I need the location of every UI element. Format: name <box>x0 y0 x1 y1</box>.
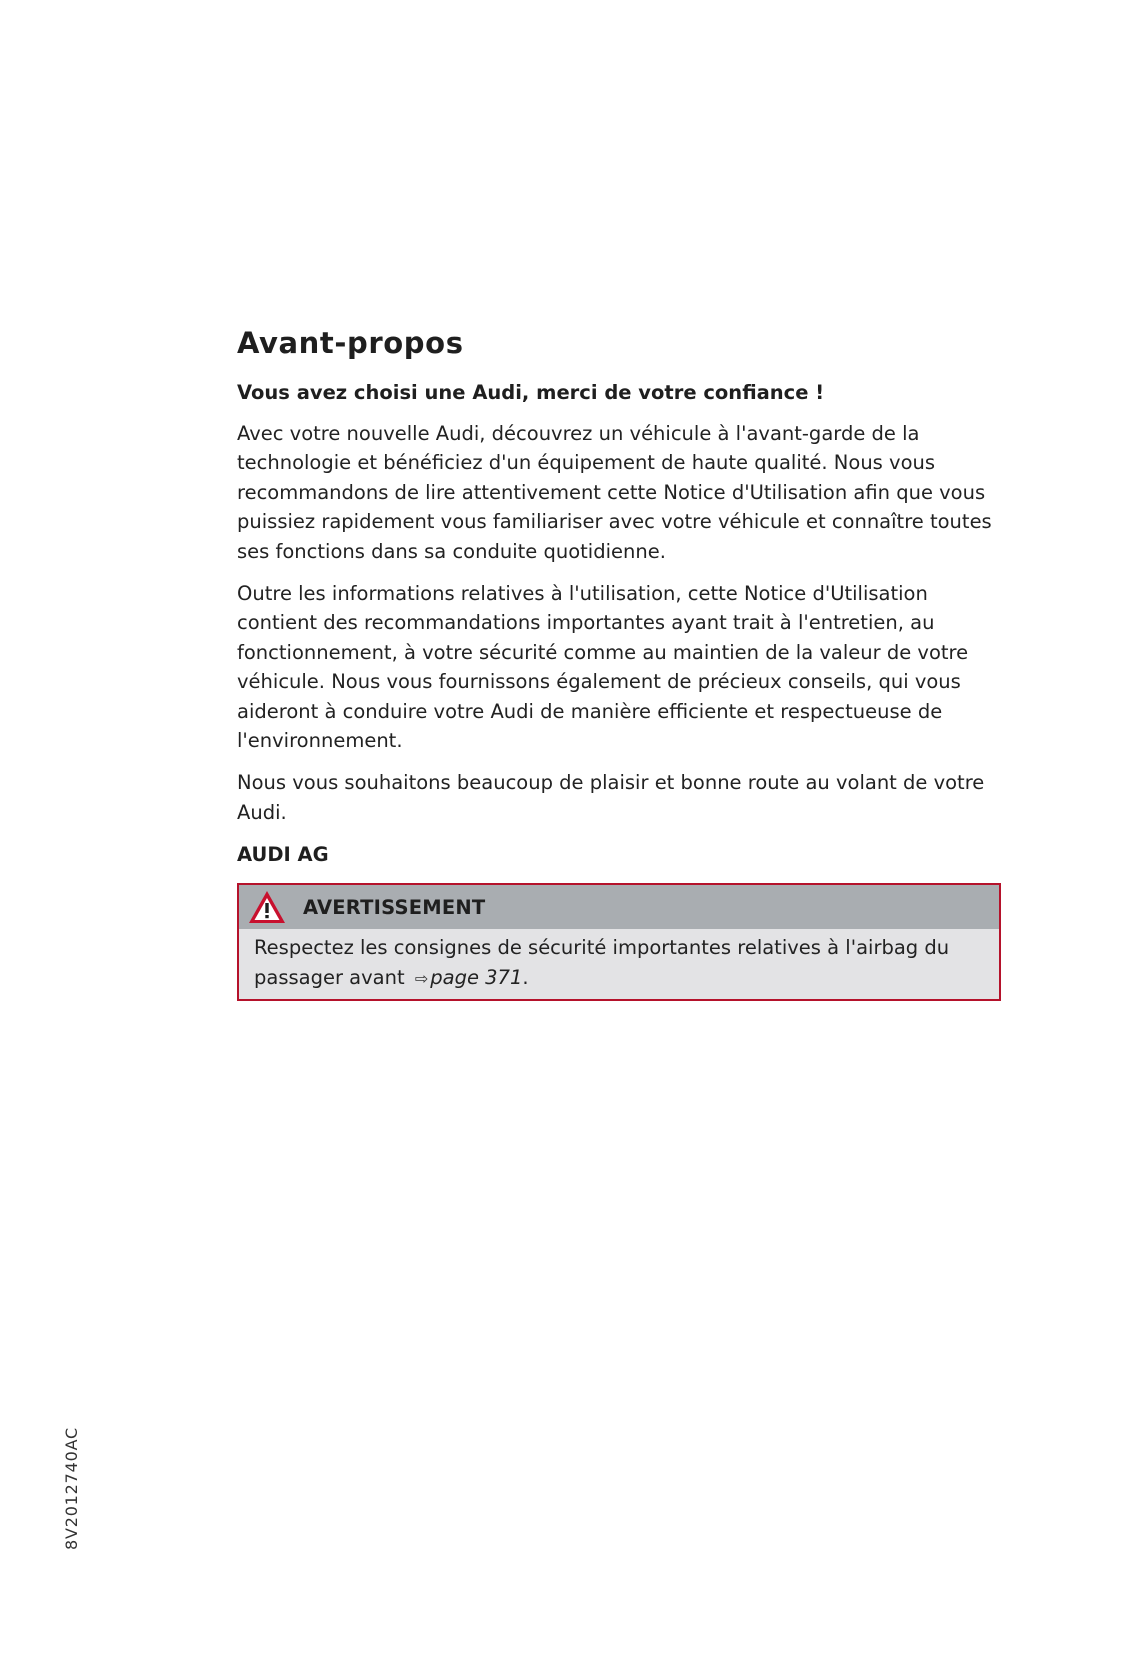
warning-triangle-icon <box>247 889 287 925</box>
subtitle: Vous avez choisi une Audi, merci de votre confiance ! <box>237 381 825 404</box>
foreword-section <box>237 322 1001 1001</box>
warning-body <box>239 929 999 999</box>
warning-box <box>237 883 1001 1001</box>
page-title: Avant-propos <box>237 326 464 360</box>
closing-paragraph: Nous vous souhaitons beaucoup de plaisir et bonne route au volant de votre Audi. <box>237 771 985 824</box>
warning-title: AVERTISSEMENT <box>303 895 486 919</box>
signature: AUDI AG <box>237 843 329 867</box>
document-code: 8V2012740AC <box>62 1426 81 1550</box>
warning-text: Respectez les consignes de sécurité importantes relatives à l'airbag du passager avant <box>254 936 950 989</box>
info-paragraph: Outre les informations relatives à l'utilisation, cette Notice d'Utilisation contient des recommandations importantes ayant trait à l'entretien, au fonctionnement, à votre sécurité comme au maintien de la valeur de votre véhicule. Nous vous fournissons également de précieux conseils, qui vous aideront à conduire votre Audi de manière efficiente et respectueuse de l'environnement. <box>237 582 969 753</box>
arrow-right-icon: ⇨ <box>414 968 429 988</box>
warning-header <box>239 885 999 929</box>
warning-text-end: . <box>522 965 529 989</box>
intro-paragraph: Avec votre nouvelle Audi, découvrez un véhicule à l'avant-garde de la technologie et bénéficiez d'un équipement de haute qualité. Nous vous recommandons de lire attentivement cette Notice d'Utilisation afin que vous puissiez rapidement vous familiariser avec votre véhicule et connaître toutes ses fonctions dans sa conduite quotidienne. <box>237 422 992 563</box>
page-reference-link[interactable]: page 371 <box>430 965 523 989</box>
